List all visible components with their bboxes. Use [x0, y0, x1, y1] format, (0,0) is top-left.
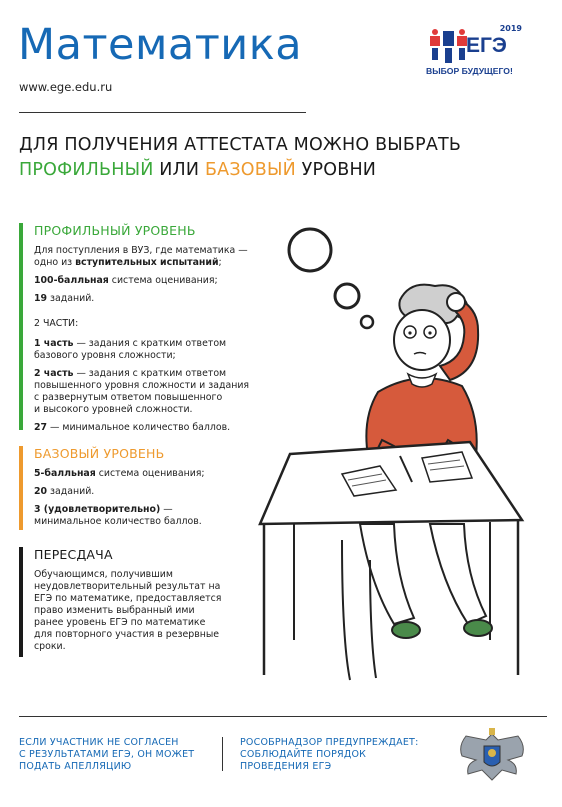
headline-or: ИЛИ: [153, 160, 205, 180]
thought-bubble-medium: [335, 284, 359, 308]
profile-part1-bold: 1 часть: [34, 338, 74, 349]
retake-line: для повторного участия в резервные: [34, 629, 220, 640]
headline: [19, 133, 461, 183]
retake-section: [19, 547, 269, 659]
thought-bubble-small: [361, 316, 373, 328]
base-bar: [19, 446, 23, 530]
retake-bar: [19, 547, 23, 657]
profile-part2-a: — задания с кратким ответом: [73, 368, 227, 379]
logo-year: 2019: [499, 24, 522, 33]
profile-purpose-a: Для поступления в ВУЗ, где математика —: [34, 245, 248, 256]
profile-purpose-c: вступительных испытаний: [75, 257, 219, 268]
headline-profile: ПРОФИЛЬНЫЙ: [19, 160, 154, 180]
headline-levels: УРОВНИ: [295, 160, 377, 180]
shoe-right: [464, 620, 492, 636]
footer-vertical-divider: [222, 737, 223, 771]
base-scale: [34, 468, 269, 480]
logo-tagline: ВЫБОР БУДУЩЕГО!: [426, 66, 513, 76]
profile-min-bold: 27: [34, 422, 48, 433]
retake-line: ЕГЭ по математике, предоставляется: [34, 593, 222, 604]
ege-logo: [426, 24, 536, 84]
appeal-line: С РЕЗУЛЬТАТАМИ ЕГЭ, ОН МОЖЕТ: [19, 749, 195, 760]
base-scale-rest: система оценивания;: [95, 468, 205, 479]
profile-title: ПРОФИЛЬНЫЙ УРОВЕНЬ: [34, 223, 196, 238]
base-tasks-bold: 20: [34, 486, 48, 497]
hand-on-head: [447, 293, 465, 311]
retake-line: неудовлетворительный результат на: [34, 581, 221, 592]
rosobrnadzor-emblem-icon: [452, 726, 532, 786]
paper-right: [422, 452, 472, 482]
chair: [342, 540, 376, 680]
retake-text: [34, 569, 269, 653]
base-min: [34, 504, 269, 528]
headline-line2: [19, 158, 461, 183]
warning-line: СОБЛЮДАЙТЕ ПОРЯДОК: [240, 749, 367, 760]
warning-line: ПРОВЕДЕНИЯ ЕГЭ: [240, 761, 332, 772]
profile-tasks-bold: 19: [34, 293, 48, 304]
base-min-b: минимальное количество баллов.: [34, 516, 202, 527]
base-tasks-rest: заданий.: [47, 486, 95, 497]
retake-line: Обучающимся, получившим: [34, 569, 173, 580]
base-section: [19, 446, 269, 534]
headline-base: БАЗОВЫЙ: [204, 160, 296, 180]
profile-scale-bold: 100-балльная: [34, 275, 109, 286]
logo-ege-text: ЕГЭ: [466, 34, 507, 57]
ege-logo-icon: [428, 28, 470, 66]
header-divider: [19, 112, 306, 113]
retake-title: ПЕРЕСДАЧА: [34, 547, 113, 562]
profile-purpose-b: одно из: [34, 257, 76, 268]
base-min-rest: —: [160, 504, 173, 515]
retake-line: ранее уровень ЕГЭ по математике: [34, 617, 206, 628]
appeal-line: ЕСЛИ УЧАСТНИК НЕ СОГЛАСЕН: [19, 737, 179, 748]
student-at-desk-illustration: [250, 220, 560, 690]
retake-line: сроки.: [34, 641, 66, 652]
profile-part1-a: — задания с кратким ответом: [73, 338, 227, 349]
retake-line: право изменить выбранный ими: [34, 605, 195, 616]
profile-purpose-d: ;: [218, 257, 222, 268]
profile-part2-b: повышенного уровня сложности и задания: [34, 380, 250, 391]
profile-scale-rest: система оценивания;: [108, 275, 218, 286]
site-url[interactable]: www.ege.edu.ru: [19, 80, 113, 94]
footer-divider: [19, 716, 547, 717]
profile-tasks-rest: заданий.: [47, 293, 95, 304]
warning-line: РОСОБРНАДЗОР ПРЕДУПРЕЖДАЕТ:: [240, 737, 419, 748]
base-title: БАЗОВЫЙ УРОВЕНЬ: [34, 446, 165, 461]
profile-part1-b: базового уровня сложности;: [34, 350, 176, 361]
thought-bubble-large: [289, 229, 331, 271]
profile-part2-bold: 2 часть: [34, 368, 74, 379]
page-title: Математика: [18, 20, 303, 70]
profile-parts: 2 ЧАСТИ:: [34, 318, 79, 329]
appeal-notice: [19, 737, 209, 773]
appeal-line: ПОДАТЬ АПЕЛЛЯЦИЮ: [19, 761, 132, 772]
base-min-bold: 3 (удовлетворительно): [34, 504, 161, 515]
rosobrnadzor-warning: [240, 737, 440, 773]
profile-part2-c: с развернутым ответом повышенного: [34, 392, 223, 403]
profile-part2-d: и высокого уровней сложности.: [34, 404, 193, 415]
base-scale-bold: 5-балльная: [34, 468, 96, 479]
headline-line1: ДЛЯ ПОЛУЧЕНИЯ АТТЕСТАТА МОЖНО ВЫБРАТЬ: [19, 135, 462, 155]
trousers: [360, 524, 486, 624]
base-tasks: [34, 486, 269, 498]
shoe-left: [392, 622, 420, 638]
profile-bar: [19, 223, 23, 430]
head: [394, 310, 450, 370]
profile-section: [19, 223, 289, 440]
profile-min-rest: — минимальное количество баллов.: [47, 422, 231, 433]
